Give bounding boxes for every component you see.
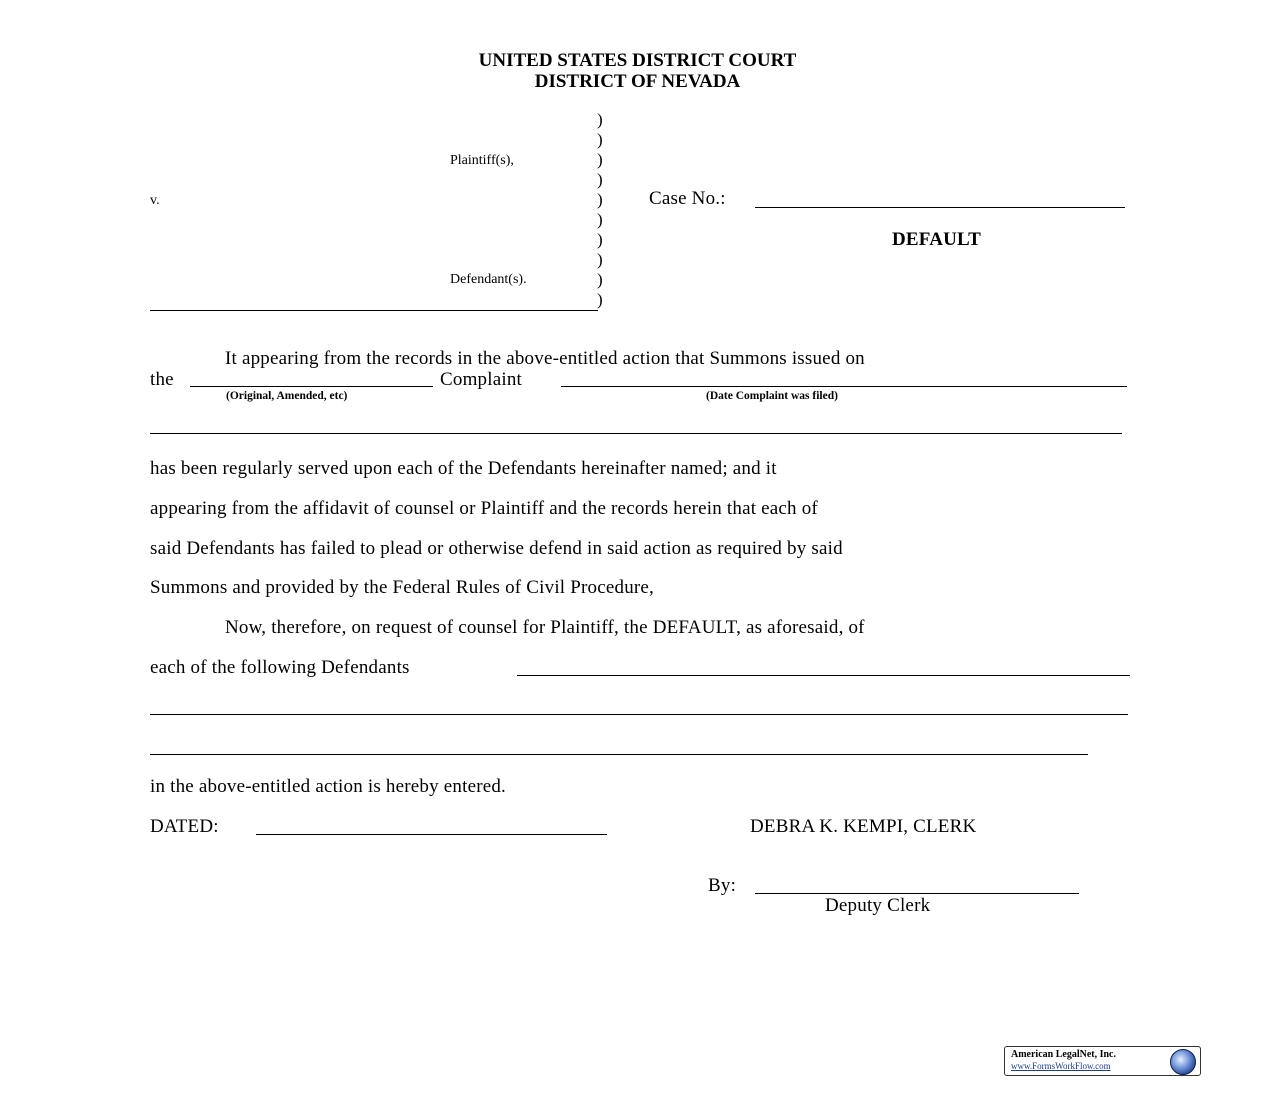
deputy-clerk-label: Deputy Clerk: [825, 895, 931, 916]
plaintiff-label: Plaintiff(s),: [450, 153, 514, 168]
court-name: UNITED STATES DISTRICT COURT: [478, 50, 797, 71]
globe-icon: [1170, 1049, 1196, 1075]
paragraph-1-complaint: Complaint: [440, 369, 523, 390]
defendant-label: Defendant(s).: [450, 272, 527, 287]
defendants-field-line-1[interactable]: [517, 675, 1130, 676]
hint-original-amended: (Original, Amended, etc): [226, 390, 348, 402]
document-title: DEFAULT: [892, 229, 982, 250]
clerk-name: DEBRA K. KEMPI, CLERK: [750, 816, 977, 837]
caption-paren: ): [597, 210, 603, 229]
paragraph-4-line-1: in the above-entitled action is hereby entered.: [150, 776, 507, 797]
hint-date-filed: (Date Complaint was filed): [706, 390, 838, 402]
logo-company-name: American LegalNet, Inc.: [1011, 1049, 1116, 1060]
defendants-field-line-2[interactable]: [150, 714, 1128, 715]
versus-label: v.: [150, 193, 160, 208]
paragraph-3-line-2: each of the following Defendants: [150, 657, 410, 678]
caption-paren: ): [597, 110, 603, 129]
caption-paren: ): [597, 150, 603, 169]
caption-paren: ): [597, 230, 603, 249]
dated-field[interactable]: [256, 834, 607, 835]
complaint-date-field[interactable]: [561, 386, 1127, 387]
paragraph-1-line-1: It appearing from the records in the above-entitled action that Summons issued on: [225, 348, 865, 369]
defendants-field-line-3[interactable]: [150, 754, 1088, 755]
complaint-type-field[interactable]: [190, 386, 433, 387]
case-number-field[interactable]: [755, 207, 1125, 208]
summons-extra-line-field[interactable]: [150, 433, 1122, 434]
by-label: By:: [708, 875, 737, 896]
court-district: DISTRICT OF NEVADA: [534, 71, 741, 92]
caption-paren: ): [597, 190, 603, 209]
paragraph-2-line-1: has been regularly served upon each of the Defendants hereinafter named; and it: [150, 458, 777, 479]
paragraph-2-line-3: said Defendants has failed to plead or otherwise defend in said action as required by said: [150, 538, 843, 559]
caption-paren: ): [597, 130, 603, 149]
caption-paren: ): [597, 170, 603, 189]
paragraph-2-line-4: Summons and provided by the Federal Rules of Civil Procedure,: [150, 577, 655, 598]
case-number-label: Case No.:: [649, 188, 726, 209]
caption-paren: ): [597, 270, 603, 289]
caption-paren: ): [597, 290, 603, 309]
dated-label: DATED:: [150, 816, 219, 837]
paragraph-3-line-1: Now, therefore, on request of counsel for Plaintiff, the DEFAULT, as aforesaid, of: [225, 617, 865, 638]
logo-url-link[interactable]: www.FormsWorkFlow.com: [1011, 1061, 1111, 1071]
deputy-signature-field[interactable]: [755, 893, 1079, 894]
caption-bottom-rule: [150, 310, 598, 311]
caption-paren: ): [597, 250, 603, 269]
paragraph-2-line-2: appearing from the affidavit of counsel or Plaintiff and the records herein that each of: [150, 498, 818, 519]
american-legalnet-logo[interactable]: [1004, 1046, 1201, 1076]
paragraph-1-the: the: [150, 369, 174, 390]
